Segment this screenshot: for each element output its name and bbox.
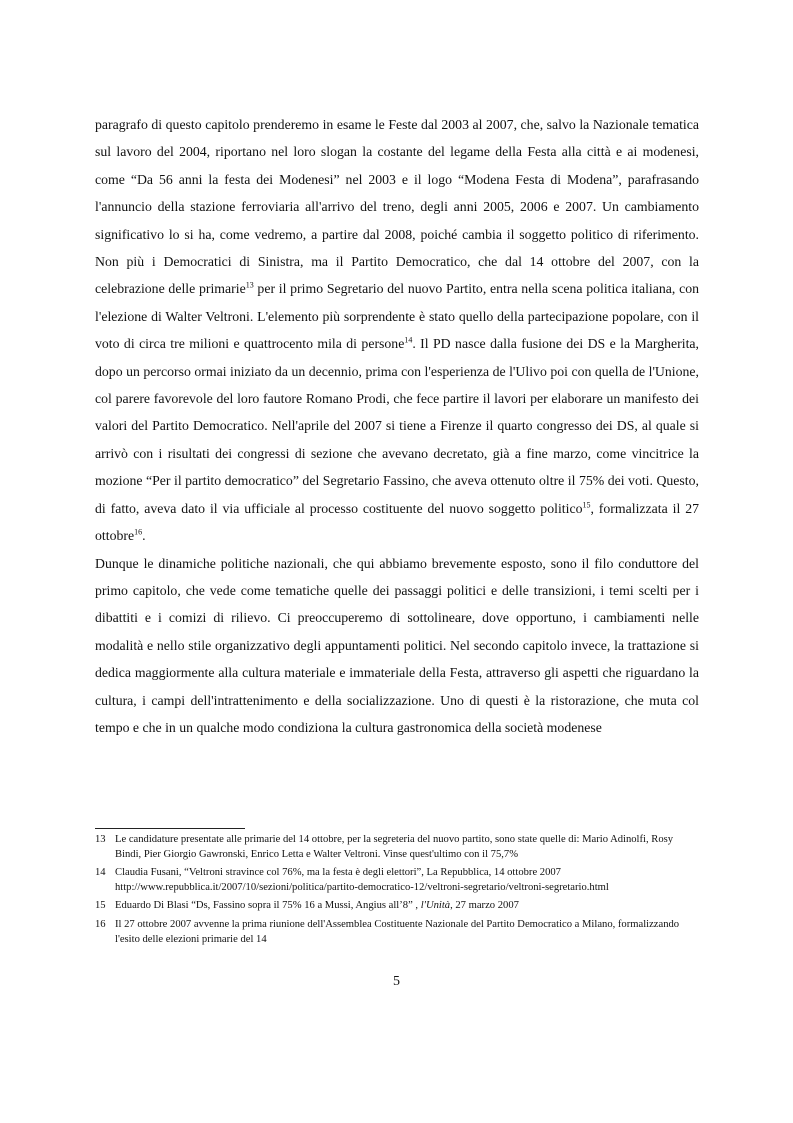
footnote-ref-16[interactable]: 16 xyxy=(134,527,143,537)
text-run: . xyxy=(142,528,146,544)
footnote-14 xyxy=(95,866,699,895)
footnote-ref-13[interactable]: 13 xyxy=(245,280,254,290)
footnote-ref-14[interactable]: 14 xyxy=(404,335,413,345)
footnote-15 xyxy=(95,899,699,914)
footnote-number: 16 xyxy=(95,918,106,930)
footnote-ref-15[interactable]: 15 xyxy=(582,500,591,510)
footnote-text: Claudia Fusani, “Veltroni stravince col 76%, ma la festa è degli elettori”, La Repubblica, 14 ottobre 2007 http://www.repubblica.it/2007/10/sezioni/politica/partito-democratico-12/veltroni-segretario/veltroni-segretario.html xyxy=(115,867,609,893)
footnote-number: 13 xyxy=(95,834,106,845)
footnote-13 xyxy=(95,833,699,862)
text-run: paragrafo di questo capitolo prenderemo in esame le Feste dal 2003 al 2007, che, salvo la Nazionale tematica sul lavoro del 2004, riportano nel loro slogan la costante del legame della Festa alla città e ai modenesi, come “Da 56 anni la festa dei Modenesi” nel 2003 e il logo “Modena Festa di Modena”, parafrasando l'annuncio della stazione ferroviaria all'arrivo del treno, degli anni 2005, 2006 e 2007. Un cambiamento significativo lo si ha, come vedremo, a partire dal 2008, poiché cambia il soggetto politico di riferimento. Non più i Democratici di Sinistra, ma il Partito Democratico, che dal 14 ottobre del 2007, con la celebrazione delle primarie xyxy=(95,117,699,297)
footnotes xyxy=(95,833,699,951)
paragraph-2: Dunque le dinamiche politiche nazionali, che qui abbiamo brevemente esposto, sono il filo conduttore del primo capitolo, che vede come tematiche quelle dei passaggi politici e delle transizioni, i temi scelti per i dibattiti e i comizi di rilievo. Ci preoccuperemo di sottolineare, dove opportuno, i cambiamenti nelle modalità e nello stile organizzativo degli appuntamenti politici. Nel secondo capitolo invece, la trattazione si dedica maggiormente alla cultura materiale e immateriale della Festa, attraverso gli aspetti che riguardano la cultura, i campi dell'intrattenimento e della socializzazione. Uno di questi è la ristorazione, che muta col tempo e che in un qualche modo condiziona la cultura gastronomica della società modenese xyxy=(95,555,699,735)
footnote-text: Il 27 ottobre 2007 avvenne la prima riunione dell'Assemblea Costituente Nazionale del Partito Democratico a Milano, formalizzando l'esito delle elezioni primarie del 14 xyxy=(115,918,680,945)
footnote-text: Eduardo Di Blasi “Ds, Fassino sopra il 75% 16 a Mussi, Angius all’8” , xyxy=(115,900,421,912)
body-text xyxy=(95,111,699,741)
text-run: per il primo Segretario del nuovo Partito, entra nella scena politica italiana, con l'elezione di Walter Veltroni. L'elemento più sorprendente è stato quello della partecipazione popolare, con il voto di circa tre milioni e quattrocento mila di persone xyxy=(95,281,699,352)
footnote-separator xyxy=(95,828,245,829)
footnote-number: 14 xyxy=(95,867,106,879)
text-run: . Il PD nasce dalla fusione dei DS e la Margherita, dopo un percorso ormai iniziato da un decennio, prima con l'esperienza de l'Ulivo poi con quella de l'Unione, col parere favorevole del loro fautore Romano Prodi, che fece partire il lavori per elaborare un manifesto dei valori del Partito Democratico. Nell'aprile del 2007 si tiene a Firenze il quarto congresso dei DS, al quale si arrivò con i risultati dei congressi di sezione che avevano decretato, già a fine marzo, come vincitrice la mozione “Per il partito democratico” del Segretario Fassino, che aveva ottenuto oltre il 75% dei voti. Questo, di fatto, aveva dato il via ufficiale al processo costituente del nuovo soggetto politico xyxy=(95,336,699,516)
footnote-16 xyxy=(95,918,699,947)
page-number: 5 xyxy=(393,974,400,989)
footnote-source-title: l'Unità xyxy=(420,900,451,912)
paragraph-1 xyxy=(95,111,699,550)
footnote-text: Le candidature presentate alle primarie del 14 ottobre, per la segreteria del nuovo partito, sono state quelle di: Mario Adinolfi, Rosy Bindi, Pier Giorgio Gawronski, Enrico Letta e Walter Veltroni. Vinse quest'ultimo con il 75,7% xyxy=(115,834,674,860)
footnote-text: , 27 marzo 2007 xyxy=(450,900,519,912)
footnote-number: 15 xyxy=(95,900,106,912)
text-run: , formalizzata il 27 ottobre xyxy=(95,500,699,544)
